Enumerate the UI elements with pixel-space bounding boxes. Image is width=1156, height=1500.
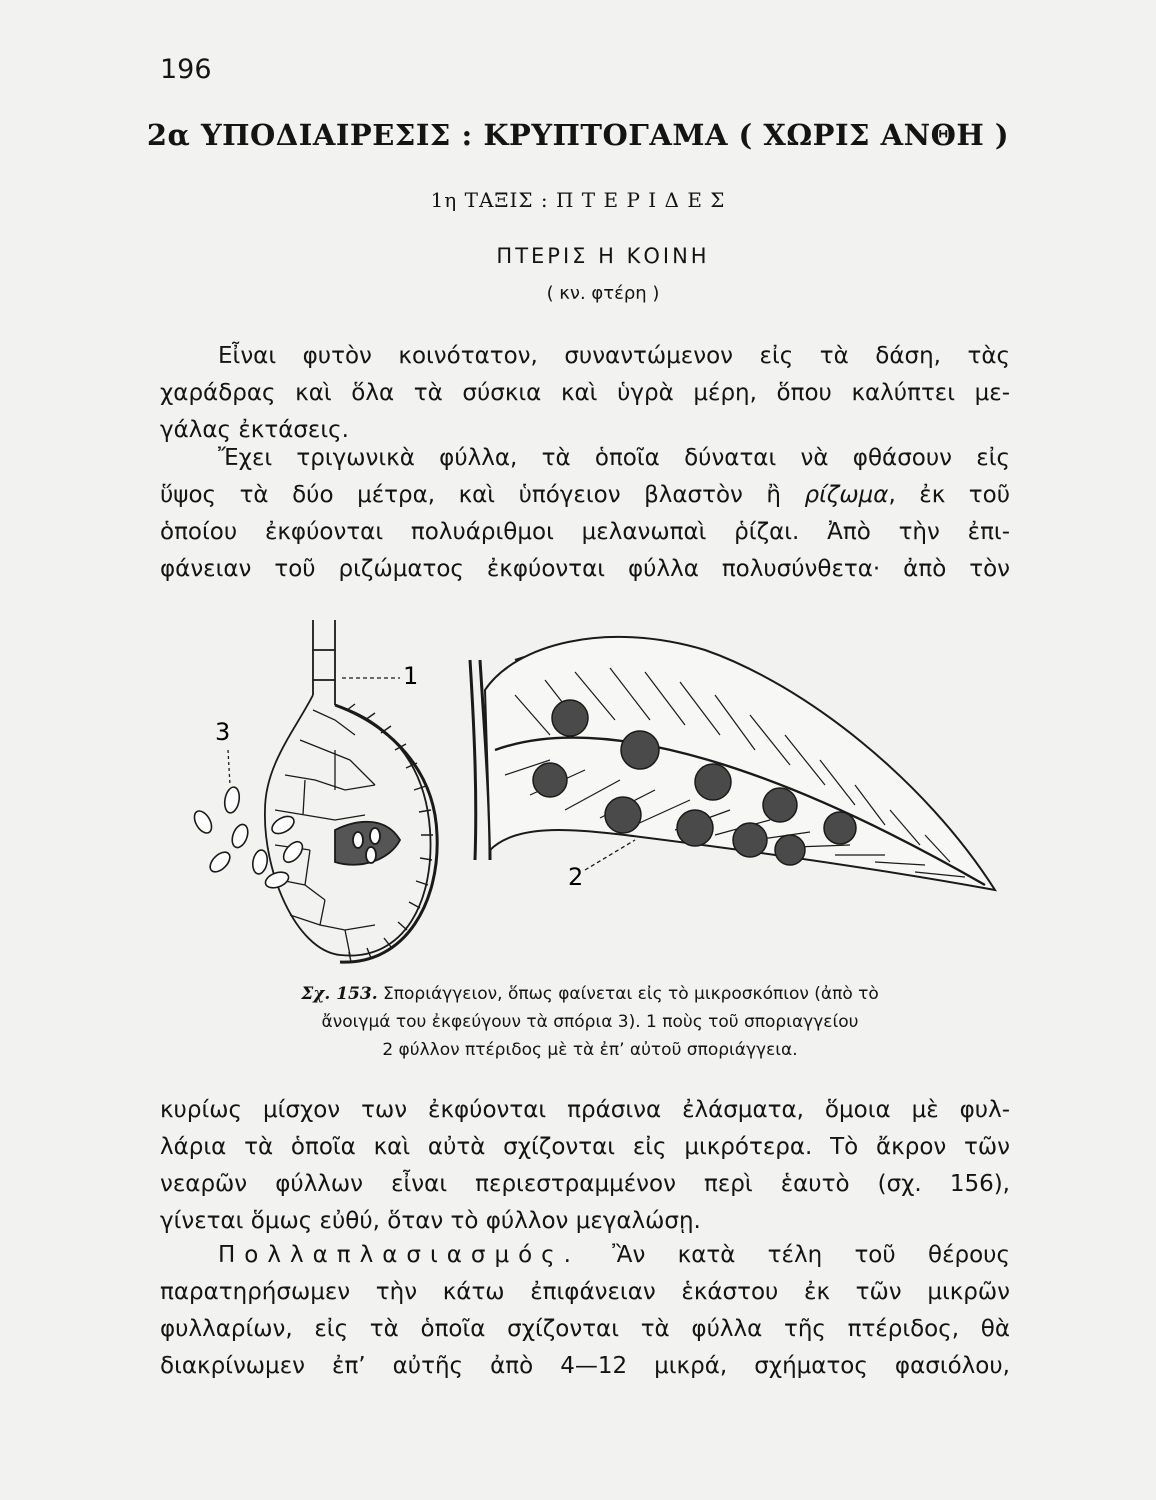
paragraph-3 — [160, 1092, 1010, 1240]
figure-label-1: 1 — [403, 662, 419, 690]
term-multiplication: Πολλαπλασιασμός. — [218, 1242, 580, 1268]
paragraph-line: νεαρῶν φύλλων εἶναι περιεστραμμένον περὶ ἑαυτὸ (σχ. 156), — [160, 1171, 1010, 1197]
paragraph-line: κυρίως μίσχον των ἐκφύονται πράσινα ἐλάσματα, ὅμοια μὲ φυλ- — [160, 1097, 1010, 1123]
text-run: , ἐκ τοῦ — [888, 482, 1010, 508]
paragraph-line: ὁποίου ἐκφύονται πολυάριθμοι μελανωπαὶ ῥίζαι. Ἀπὸ τὴν ἐπι- — [160, 519, 1010, 545]
page-number: 196 — [160, 54, 212, 85]
text-run: Ἂν κατὰ τέλη τοῦ θέρους — [579, 1242, 1010, 1268]
text-run: ὕψος τὰ δύο μέτρα, καὶ ὑπόγειον βλαστὸν ἢ — [160, 482, 805, 508]
class-heading: 1η ΤΑΞΙΣ : Π Τ Ε Ρ Ι Δ Ε Σ — [430, 188, 726, 212]
common-name: ( κν. φτέρη ) — [546, 283, 660, 304]
paragraph-2 — [160, 440, 1010, 588]
paragraph-line: φυλλαρίων, εἰς τὰ ὁποῖα σχίζονται τὰ φύλλα τῆς πτέριδος, θὰ — [160, 1316, 1010, 1342]
paragraph-line — [160, 477, 1010, 514]
figure-label-3: 3 — [215, 718, 231, 746]
paragraph-line: λάρια τὰ ὁποῖα καὶ αὐτὰ σχίζονται εἰς μικρότερα. Τὸ ἄκρον τῶν — [160, 1134, 1010, 1160]
term-rhizome: ρίζωμα — [804, 482, 889, 508]
paragraph-line — [160, 1237, 1010, 1274]
spores — [191, 786, 306, 891]
species-heading: ΠΤΕΡΙΣ Η ΚΟΙΝΗ — [496, 244, 710, 268]
paragraph-line: παρατηρήσωμεν τὴν κάτω ἐπιφάνειαν ἑκάστου ἐκ τῶν μικρῶν — [160, 1279, 1010, 1305]
paragraph-line: γάλας ἐκτάσεις. — [160, 417, 349, 443]
paragraph-line: γίνεται ὅμως εὐθύ, ὅταν τὸ φύλλον μεγαλώσῃ. — [160, 1208, 701, 1234]
caption-label: Σχ. 153. — [301, 984, 378, 1004]
figure-153 — [185, 600, 1005, 980]
paragraph-line: διακρίνωμεν ἐπ’ αὐτῆς ἀπὸ 4—12 μικρά, σχήματος φασιόλου, — [160, 1353, 1010, 1379]
caption-line — [200, 980, 980, 1008]
caption-line: ἄνοιγμά του ἐκφεύγουν τὰ σπόρια 3). 1 ποὺς τοῦ σποριαγγείου — [321, 1012, 859, 1032]
figure-label-2: 2 — [568, 863, 584, 891]
chapter-title: 2α ΥΠΟΔΙΑΙΡΕΣΙΣ : ΚΡΥΠΤΟΓΑΜΑ ( ΧΩΡΙΣ ΑΝΘΗ ) — [146, 118, 1010, 152]
paragraph-4 — [160, 1237, 1010, 1385]
paragraph-1 — [160, 338, 1010, 449]
paragraph-line: χαράδρας καὶ ὅλα τὰ σύσκια καὶ ὑγρὰ μέρη, ὅπου καλύπτει με- — [160, 380, 1010, 406]
text-run: Σποριάγγειον, ὅπως φαίνεται εἰς τὸ μικροσκόπιον (ἀπὸ τὸ — [377, 984, 879, 1004]
paragraph-line: Ἔχει τριγωνικὰ φύλλα, τὰ ὁποῖα δύναται νὰ φθάσουν εἰς — [218, 445, 1010, 471]
sporangium-stalk — [313, 620, 335, 705]
figure-caption — [200, 980, 980, 1064]
caption-line: 2 φύλλον πτέριδος μὲ τὰ ἐπ’ αὐτοῦ σποριάγγεια. — [382, 1040, 798, 1060]
paragraph-line: Εἶναι φυτὸν κοινότατον, συναντώμενον εἰς τὰ δάση, τὰς — [218, 343, 1010, 369]
paragraph-line: φάνειαν τοῦ ριζώματος ἐκφύονται φύλλα πολυσύνθετα· ἀπὸ τὸν — [160, 556, 1010, 582]
